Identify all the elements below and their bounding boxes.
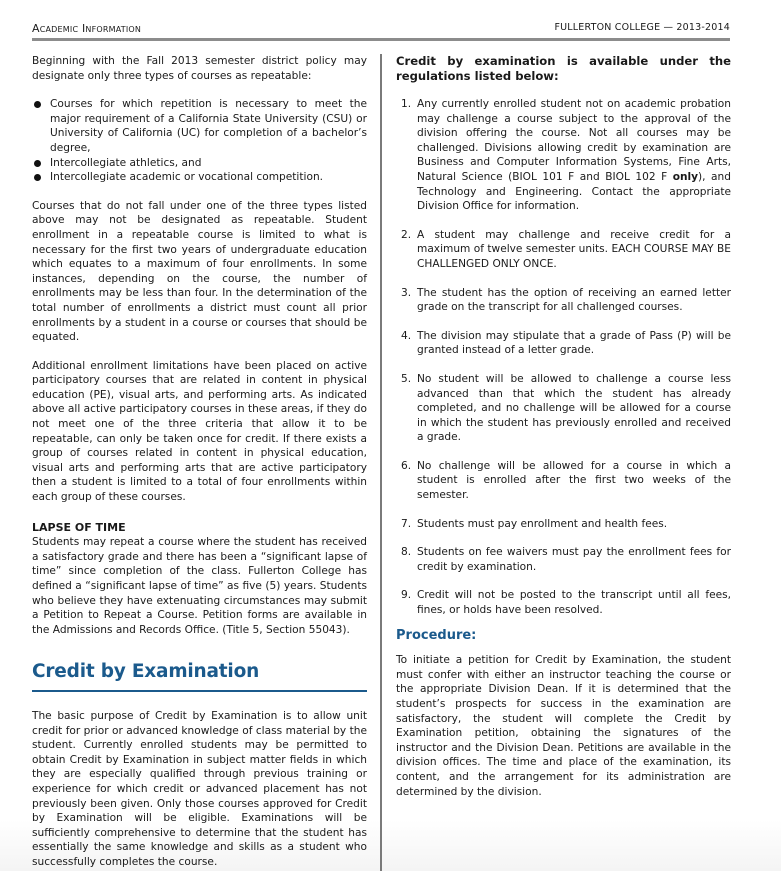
- lapse-of-time-heading: LAPSE OF TIME: [32, 520, 126, 534]
- item-number: 4.: [401, 329, 412, 342]
- item-number: 6.: [401, 459, 412, 472]
- section-title: Credit by Examination: [32, 665, 367, 692]
- list-item: 8. Students on fee waivers must pay the enrollment fees for credit by examination.: [401, 546, 731, 573]
- header-section-name: Academic Information: [32, 22, 142, 35]
- list-item: 9. Credit will not be posted to the transcript until all fees, fines, or holds have been resolved.: [401, 589, 731, 617]
- emphasis: only: [672, 170, 699, 183]
- regulations-list: [396, 97, 731, 618]
- list-item: 5. No student will be allowed to challenge a course less advanced than that which the student has already completed, and no challenge will be allowed for a course in which the student has previously enrolled and received a grade.: [401, 372, 731, 444]
- list-item: 2. A student may challenge and receive credit for a maximum of twelve semester units. EACH COURSE MAY BE CHALLENGED ONLY ONCE.: [401, 228, 731, 270]
- list-item: Courses for which repetition is necessary to meet the major requirement of a California State University (CSU) or University of California (UC) for completion of a bachelor’s degree,: [32, 97, 367, 155]
- list-item: Intercollegiate academic or vocational competition.: [32, 170, 367, 185]
- right-column: [396, 54, 731, 799]
- procedure-heading: Procedure:: [396, 627, 477, 643]
- list-item: 6. No challenge will be allowed for a course in which a student is enrolled after the first two weeks of the semester.: [401, 459, 731, 502]
- item-number: 5.: [401, 372, 412, 385]
- repeatable-paragraph: Courses that do not fall under one of the three types listed above may not be designated as repeatable. Student enrollment in a repeatable course is limited to what is necessary for the first two years of undergraduate education which equates to a maximum of four enrollments. In some instances, depending on the course, the number of enrollments may be less than four. In the determination of the total number of enrollments a district must count all prior enrollments by a student in a course or courses that should be equated.: [32, 199, 367, 344]
- regulations-heading: Credit by examination is available under the regulations listed below:: [396, 54, 731, 83]
- item-number: 3.: [401, 286, 412, 299]
- item-number: 8.: [401, 546, 412, 559]
- running-header: [32, 18, 730, 41]
- list-item: 4. The division may stipulate that a grade of Pass (P) will be granted instead of a letter grade.: [401, 329, 731, 357]
- column-divider: [380, 54, 382, 871]
- lapse-of-time-paragraph: Students may repeat a course where the student has received a satisfactory grade and there has been a “significant lapse of time” since completion of the class. Fullerton College has defined a “significant lapse of time” as five (5) years. Students who believe they have extenuating circumstances may submit a Petition to Repeat a Course. Petition forms are available in the Admissions and Records Office. (Title 5, Section 55043).: [32, 536, 367, 636]
- list-item: Intercollegiate athletics, and: [32, 156, 367, 171]
- enrollment-limitations-paragraph: Additional enrollment limitations have been placed on active participatory courses that are related in content in physical education (PE), visual arts, and performing arts. As indicated above all active participatory courses in these areas, if they do not meet one of the three criteria that allow it to be repeatable, can only be taken once for credit. If there exists a group of courses related in content in physical education, visual arts and performing arts that are active participatory then a student is limited to a total of four enrollments within each group of these courses.: [32, 359, 367, 504]
- item-number: 1.: [401, 98, 412, 110]
- procedure-paragraph: To initiate a petition for Credit by Examination, the student must confer with either an instructor teaching the course or the appropriate Division Dean. If it is determined that the student’s prospects for success in the examination are satisfactory, the student will complete the Credit by Examination petition, obtaining the signatures of the instructor and the Division Dean. Petitions are available in the division offices. The time and place of the examination, its content, and the arrangement for its administration are determined by the division.: [396, 654, 731, 798]
- list-item: 1. Any currently enrolled student not on academic probation may challenge a course subject to the approval of the division offering the course. Not all courses may be challenged. Divisions allowing credit by examination are Business and Computer Information Systems, Fine Arts, Natural Science (BIOL 101 F and BIOL 102 F only), and Technology and Engineering. Contact the appropriate Division Office for information.: [401, 98, 731, 213]
- list-item: 3. The student has the option of receiving an earned letter grade on the transcript for all challenged courses.: [401, 286, 731, 314]
- header-publication: FULLERTON COLLEGE — 2013-2014: [554, 22, 730, 33]
- repeatable-intro: Beginning with the Fall 2013 semester district policy may designate only three types of courses as repeatable:: [32, 55, 367, 82]
- left-column: [32, 54, 367, 870]
- repeatable-types-list: [32, 97, 367, 185]
- list-item: 7. Students must pay enrollment and health fees.: [401, 517, 668, 530]
- item-number: 7.: [401, 517, 412, 530]
- item-number: 2.: [401, 228, 412, 241]
- item-number: 9.: [401, 589, 412, 602]
- credit-by-exam-paragraph: The basic purpose of Credit by Examination is to allow unit credit for prior or advanced knowledge of class material by the student. Currently enrolled students may be permitted to obtain Credit by Examination in subject matter fields in which they are especially qualified through previous training or experience for which credit or advanced placement has not previously been given. Only those courses approved for Credit by Examination will be eligible. Examinations will be sufficiently comprehensive to determine that the student has essentially the same knowledge and skills as a student who successfully completes the course.: [32, 709, 367, 868]
